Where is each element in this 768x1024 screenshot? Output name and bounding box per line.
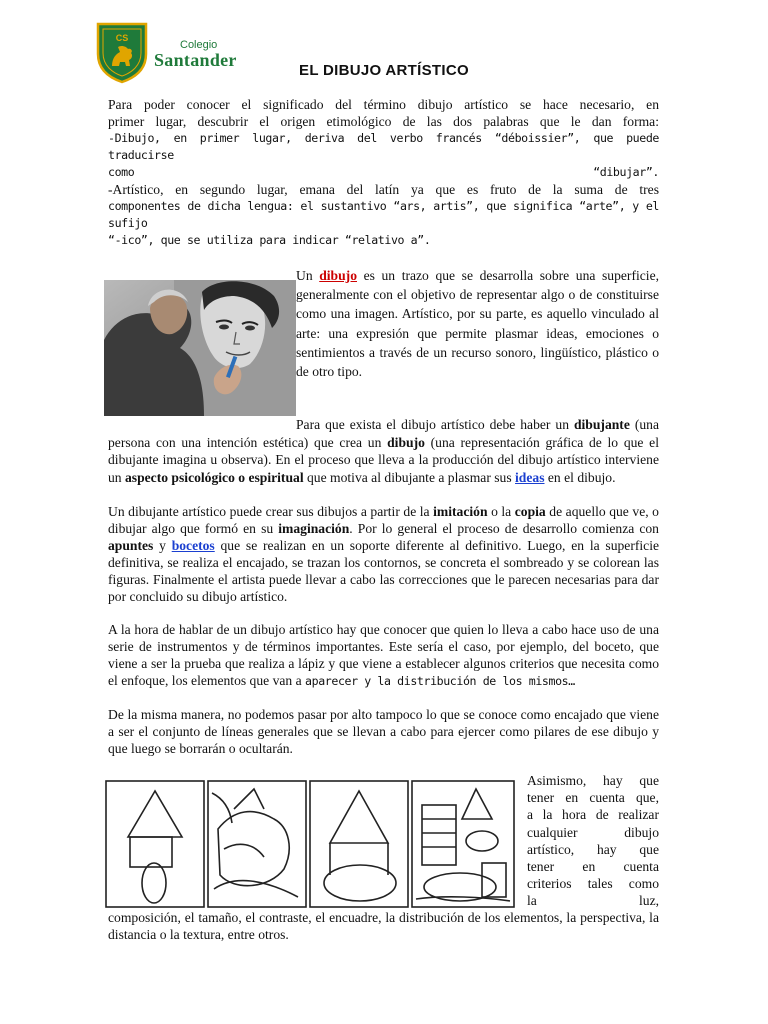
intro-line: componentes de dicha lengua: el sustantivo “ars, artis”, que significa “arte”, y el sufijo [108,199,659,230]
criteria-line: tener en cuenta que, [527,790,659,806]
criteria-paragraph-end: composición, el tamaño, el contraste, el encuadre, la distribución de los elementos, la perspectiva, la distancia o la textura, entre otros. [108,910,659,942]
encajado-paragraph: De la misma manera, no podemos pasar por alto tampoco lo que se conoce como encajado que viene a ser el conjunto de líneas generales que se llevan a cabo para ejercer como pilares de ese dibujo y que luego se borrarán o ocultarán. [108,707,659,756]
logo-big-text: Santander [154,50,237,70]
intro-line: -Artístico, en segundo lugar, emana del latín ya que es fruto de la suma de tres [108,182,659,197]
intro-line: Para poder conocer el significado del término dibujo artístico se hace necesario, en [108,97,659,112]
criteria-line: cualquier dibujo [527,824,659,840]
dibujo-link[interactable]: dibujo [319,268,357,283]
criteria-line: la luz, [527,893,659,909]
definition-paragraph: Un dibujo es un trazo que se desarrolla sobre una superficie, generalmente con el objetivo de representar algo o de constituirse como una imagen. Artístico, por su parte, es aquello vinculado al arte: una expresión que permite plasmar ideas, emociones o sentimientos a través de un recurso sonoro, lingüístico, plástico o de otro tipo. [296,268,660,380]
boceto-paragraph: A la hora de hablar de un dibujo artístico hay que conocer que quien lo lleva a cabo hace uso de una serie de instrumentos y de términos importantes. Este sería el caso, por ejemplo, del boceto, que viene a ser la prueba que realiza a lápiz y que viene a establecer algunos criterios que necesita como el enfoque, los elementos que van a aparecer y la distribución de los mismos… [108,622,659,688]
criteria-line: criterios tales como [527,876,659,892]
intro-line: como “dibujar”. [108,165,659,179]
intro-line: -Dibujo, en primer lugar, deriva del verbo francés “déboissier”, que puede traducirse [108,131,659,162]
criteria-section [108,772,659,948]
criteria-line: a la hora de realizar [527,807,659,823]
page-title: EL DIBUJO ARTÍSTICO [299,62,469,79]
intro-paragraph [108,96,659,249]
sketch-steps-image [104,779,516,909]
dibujante-paragraph: Para que exista el dibujo artístico debe haber un dibujante (una persona con una intención estética) que crea un dibujo (una representación gráfica de lo que el dibujante imagina u observa). En el proceso que lleva a la producción del dibujo artístico interviene un aspecto psicológico o espiritual que motiva al dibujante a plasmar sus ideas en el dibujo. [108,417,659,485]
process-paragraph: Un dibujante artístico puede crear sus dibujos a partir de la imitación o la copia de aquello que ve, o dibujar algo que formó en su imaginación. Por lo general el proceso de desarrollo comienza con apuntes y bocetos que se realizan en un soporte diferente al definitivo. Luego, en la superficie definitiva, se realiza el encajado, se trazan los contornos, se concreta el sombreado y se colorean las figuras. Finalmente el artista puede llevar a cabo las correcciones que le parecen necesarias para dar por concluido su dibujo artístico. [108,504,659,604]
criteria-line: Asimismo, hay que [527,773,659,788]
intro-line: primer lugar, descubrir el origen etimológico de las dos palabras que le dan forma: [108,114,659,129]
logo-small-text: Colegio [180,39,218,51]
criteria-side-text [527,772,659,910]
crest-initials: CS [115,33,129,43]
intro-line: “-ico”, que se utiliza para indicar “relativo a”. [108,233,431,247]
definition-section [108,266,660,485]
ideas-link[interactable]: ideas [515,469,545,485]
criteria-line: artístico, hay que [527,841,659,857]
artist-drawing-photo [104,280,296,416]
criteria-line: tener en cuenta [527,859,659,875]
document-body [108,96,659,948]
bocetos-link[interactable]: bocetos [171,538,215,553]
